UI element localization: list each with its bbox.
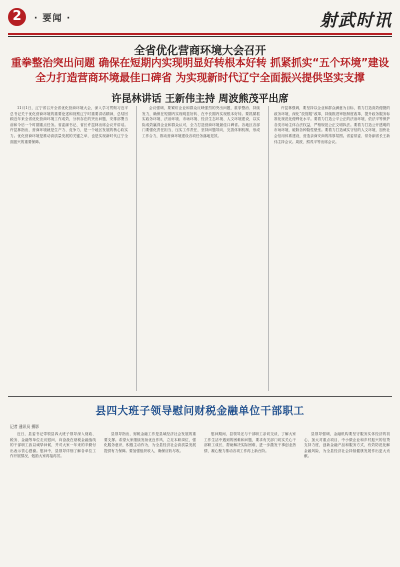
- story2-byline: 记者 通讯员 摄影: [10, 424, 39, 429]
- story2-column-3: [204, 432, 296, 560]
- story2-column-4-text: 县领导强调，金融机构要坚守服务实体经济的初心，加大对重点项目、中小微企业和乡村振兴的信贷支持力度，创新金融产品和服务方式，有效防范化解金融风险，为全县经济社会持续健康发展作出更大贡献。: [304, 432, 390, 459]
- page-header: [8, 6, 392, 32]
- header-rule-thin: [8, 36, 392, 37]
- story1-column-1: [10, 106, 128, 391]
- story2-column-1: [10, 432, 96, 560]
- masthead-logo: 射武时讯: [320, 11, 392, 31]
- section-divider: [8, 396, 392, 397]
- story1-kicker: 全省优化营商环境大会召开: [134, 44, 266, 57]
- story1-subhead: 许昆林讲话 王新伟主持 周波熊茂平出席: [111, 94, 289, 105]
- story2-column-4: [304, 432, 390, 560]
- column-divider: [136, 106, 137, 391]
- column-divider: [268, 106, 269, 391]
- story1-headline-line1: 重拳整治突出问题 确保在短期内实现明显好转根本好转 抓紧抓实“五个环境”建设: [10, 57, 390, 69]
- story1-headline-line2: 全力打造营商环境最佳口碑省 为实现新时代辽宁全面振兴提供坚实支撑: [35, 72, 365, 84]
- story2-headline: 县四大班子领导慰问财税金融单位干部职工: [95, 405, 305, 417]
- story1-column-3-text: 许昆林强调，要坚持以企业和群众满意为目标，着力打造高效便捷的政务环境，深化“放管服”改革，持续推进审批制度改革，提升政务服务标准化规范化便利化水平。要着力打造公平公正的法治环境，依法平等保护各类市场主体合法权益，严格规范公正文明执法。要着力打造公开透明的市场环境，破除各种隐性壁垒。要着力打造诚实守信的人文环境，加快社会信用体系建设，营造亲商安商的浓厚氛围。省委常委、常务副省长王新伟主持会议。周波、熊茂平等出席会议。: [274, 106, 390, 144]
- story2-column-2: [104, 432, 196, 560]
- story1-column-1-text: 11月1日，辽宁省召开全省优化营商环境大会，深入学习贯彻习近平总书记关于优化营商环境的重要论述和视察辽宁时重要讲话精神，总结回顾近年来全省优化营商环境工作成效，分析存在的突出问题，安排部署当前和今后一个时期重点任务。省委副书记、省长许昆林出席会议并讲话。许昆林指出，营商环境就是生产力、竞争力，是一个地区发展的核心软实力。优化营商环境是推动高质量发展的关键之举，也是实现新时代辽宁全面振兴的重要保障。: [10, 106, 128, 144]
- story1-column-3: [274, 106, 390, 391]
- story2-column-3-text: 慰问期间，县领导还与干部职工亲切交谈，了解大家工作生活中遇到的困难和问题，要求有关部门切实关心干部职工成长，帮助解决实际困难，进一步激发干事创业热情，凝心聚力推动各项工作再上新台阶。: [204, 432, 296, 453]
- section-label: · 要闻 ·: [34, 14, 72, 24]
- story1-column-2: [142, 106, 260, 391]
- story2-column-2-text: 县领导指出，财税金融工作是县域经济社会发展的重要支撑。希望大家继续发扬优良作风，立足本职岗位，强化服务意识，积极主动作为，为全县经济社会高质量发展提供有力保障。要加强组织收入，确保应收尽收。: [104, 432, 196, 453]
- header-rule: [8, 33, 392, 35]
- story1-column-2-text: 会议强调，要紧盯企业和群众反映强烈的突出问题，重拳整治、持续发力，确保在短期内实现明显好转、在中长期内实现根本好转。要抓紧抓实政务环境、法治环境、市场环境、经济生态环境、人文环境建设，以实际成效赢得企业和群众认可，全力打造营商环境最佳口碑省。各地区各部门要强化责任担当，压实工作责任，坚持问题导向，完善体制机制，形成工作合力，推动营商环境建设各项任务落地见效。: [142, 106, 260, 138]
- story2-column-1-text: 近日，县委书记带领县四大班子领导深入财政、税务、金融等单位走访慰问，向奋战在财税金融战线的干部职工致以诚挚问候，并对大家一年来的辛勤付出表示衷心感谢。慰问中，县领导详细了解各单位工作开展情况，勉励大家再接再厉。: [10, 432, 96, 459]
- page-number-badge: 2: [8, 8, 26, 26]
